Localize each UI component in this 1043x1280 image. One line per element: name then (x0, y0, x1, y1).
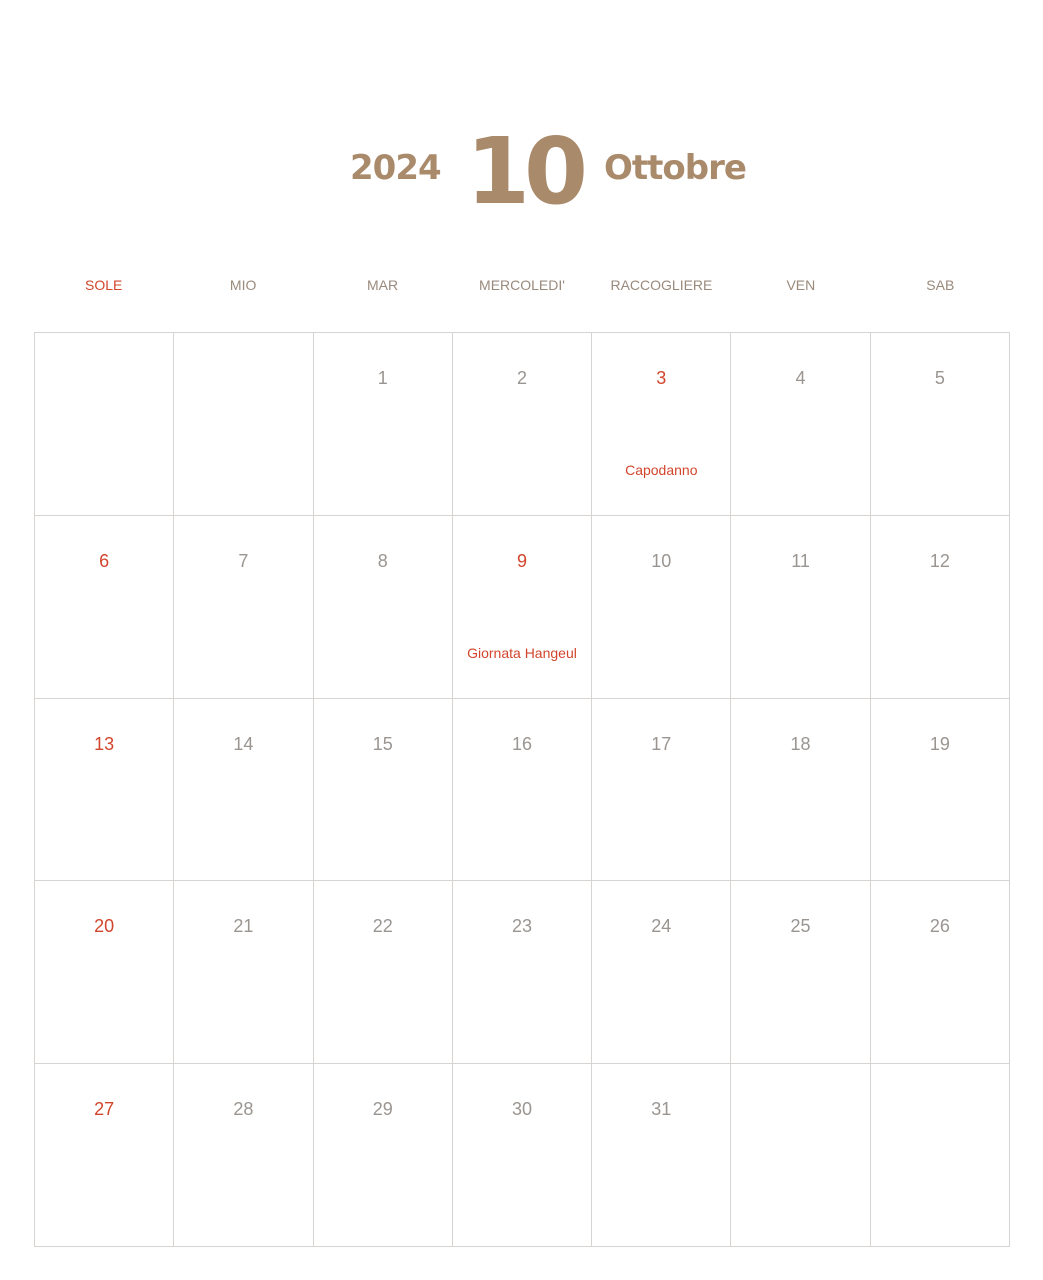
weekday-thursday: RACCOGLIERE (610, 277, 713, 293)
calendar-grid (34, 332, 1010, 1247)
day-number: 17 (651, 733, 672, 754)
day-number: 25 (790, 916, 811, 937)
day-cell[interactable] (871, 516, 1010, 699)
empty-cell (35, 333, 174, 516)
holiday-label: Giornata Hangeul (467, 644, 577, 661)
weekday-saturday: SAB (926, 277, 955, 293)
year-label: 2024 (350, 148, 441, 188)
day-number: 26 (929, 916, 950, 937)
day-cell[interactable] (871, 699, 1010, 882)
weekday-monday: MIO (229, 277, 257, 293)
day-cell[interactable] (453, 1064, 592, 1247)
day-cell[interactable] (35, 699, 174, 882)
day-cell[interactable] (731, 333, 870, 516)
day-cell[interactable] (871, 881, 1010, 1064)
day-cell[interactable] (314, 1064, 453, 1247)
day-number: 9 (516, 550, 527, 571)
day-cell[interactable] (592, 516, 731, 699)
day-cell[interactable] (731, 881, 870, 1064)
day-cell[interactable] (592, 881, 731, 1064)
month-name: Ottobre (604, 148, 746, 188)
day-cell[interactable] (453, 699, 592, 882)
day-number: 20 (94, 916, 115, 937)
day-number: 23 (511, 916, 532, 937)
weekday-tuesday: MAR (367, 277, 399, 293)
day-number: 24 (651, 916, 672, 937)
day-number: 8 (377, 550, 388, 571)
day-number: 11 (791, 550, 810, 571)
day-number: 16 (511, 733, 532, 754)
empty-cell (174, 333, 313, 516)
day-cell[interactable] (174, 1064, 313, 1247)
day-cell[interactable] (35, 516, 174, 699)
day-cell[interactable] (453, 516, 592, 699)
day-number: 12 (929, 550, 950, 571)
empty-cell (731, 1064, 870, 1247)
day-number: 13 (94, 733, 115, 754)
day-cell[interactable] (453, 881, 592, 1064)
day-cell[interactable] (592, 333, 731, 516)
month-number: 10 (466, 118, 583, 225)
day-number: 21 (233, 916, 254, 937)
day-number: 27 (94, 1099, 115, 1120)
day-cell[interactable] (314, 516, 453, 699)
day-cell[interactable] (174, 516, 313, 699)
day-number: 5 (934, 368, 945, 388)
day-number: 4 (795, 368, 806, 388)
day-number: 3 (656, 368, 667, 388)
calendar-header (0, 120, 1043, 230)
weekday-sunday: SOLE (85, 277, 123, 293)
day-cell[interactable] (314, 699, 453, 882)
day-cell[interactable] (731, 516, 870, 699)
holiday-label: Capodanno (625, 462, 698, 478)
day-number: 22 (372, 916, 393, 937)
day-number: 1 (377, 368, 388, 388)
day-number: 31 (651, 1099, 672, 1120)
day-cell[interactable] (314, 881, 453, 1064)
day-cell[interactable] (314, 333, 453, 516)
day-cell[interactable] (35, 1064, 174, 1247)
day-cell[interactable] (453, 333, 592, 516)
day-cell[interactable] (592, 699, 731, 882)
day-cell[interactable] (174, 881, 313, 1064)
day-cell[interactable] (592, 1064, 731, 1247)
day-number: 18 (790, 733, 811, 754)
day-number: 30 (511, 1099, 532, 1120)
day-cell[interactable] (174, 699, 313, 882)
day-number: 7 (238, 550, 249, 571)
day-number: 6 (99, 550, 110, 571)
weekday-wednesday: MERCOLEDI' (479, 277, 565, 293)
day-number: 10 (651, 550, 672, 571)
day-cell[interactable] (35, 881, 174, 1064)
day-number: 15 (372, 733, 393, 754)
day-number: 19 (929, 733, 950, 754)
weekday-friday: VEN (786, 277, 816, 293)
day-cell[interactable] (731, 699, 870, 882)
day-cell[interactable] (871, 333, 1010, 516)
day-number: 2 (516, 368, 527, 388)
weekday-header-row (34, 277, 1010, 293)
empty-cell (871, 1064, 1010, 1247)
day-number: 14 (233, 733, 254, 754)
day-number: 29 (372, 1099, 393, 1120)
day-number: 28 (233, 1099, 254, 1120)
